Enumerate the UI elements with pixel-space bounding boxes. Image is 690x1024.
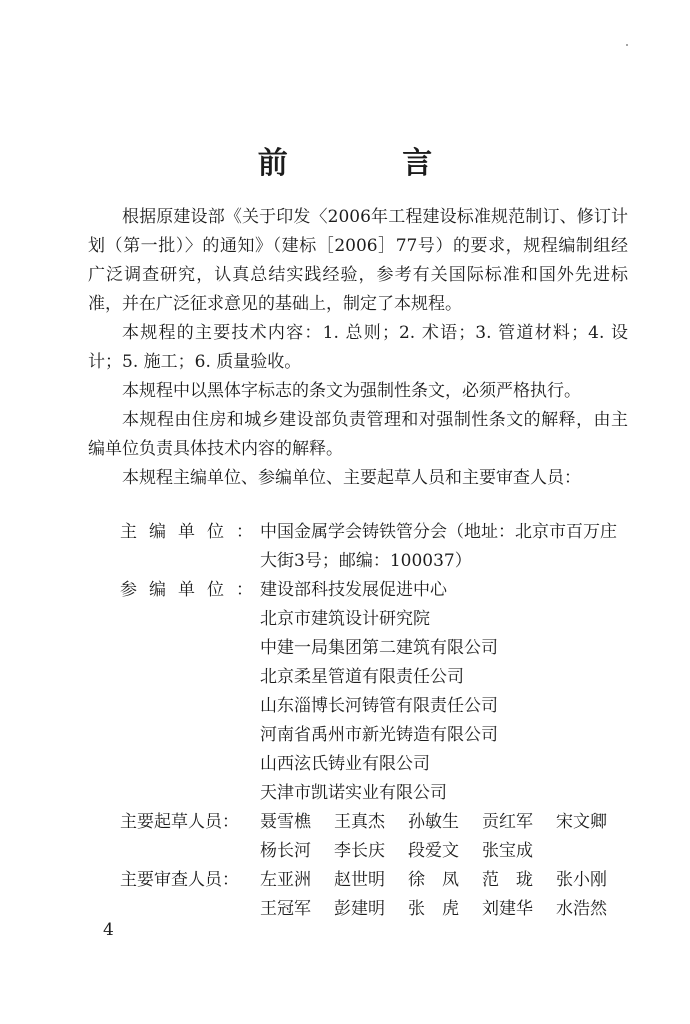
drafter-name: 孙敏生: [408, 812, 459, 832]
reviewer-name: 水浩然: [556, 899, 607, 919]
chief-editor-label: 主编单位：: [120, 522, 265, 542]
reviewer-name: 张 虎: [408, 899, 459, 919]
reviewers-label: 主要审查人员：: [120, 870, 239, 890]
chief-editor-row: [88, 518, 633, 576]
drafter-name: 李长庆: [334, 841, 385, 861]
drafter-name: 贡红军: [482, 812, 533, 832]
drafter-name: 张宝成: [482, 841, 533, 861]
participant-unit: 北京柔星管道有限责任公司: [260, 667, 464, 687]
drafters-row: [88, 808, 633, 866]
drafters-names: [260, 808, 633, 866]
reviewer-name: 徐 凤: [408, 870, 459, 890]
drafter-name: 聂雪樵: [260, 812, 311, 832]
participant-unit: 山东淄博长河铸管有限责任公司: [260, 696, 498, 716]
drafter-name: 段爱文: [408, 841, 459, 861]
preface-paragraph: 本规程主编单位、参编单位、主要起草人员和主要审查人员：: [122, 468, 581, 488]
reviewer-name: 王冠军: [260, 899, 311, 919]
reviewer-name: 刘建华: [482, 899, 533, 919]
participant-unit: 建设部科技发展促进中心: [260, 580, 447, 600]
scan-speck: [626, 44, 628, 46]
page-number: 4: [103, 920, 114, 940]
participants-label: 参编单位：: [120, 580, 265, 600]
preface-paragraph: 本规程中以黑体字标志的条文为强制性条文，必须严格执行。: [122, 381, 581, 401]
reviewer-name: 左亚洲: [260, 870, 311, 890]
reviewer-name: 范 珑: [482, 870, 533, 890]
participant-unit: 中建一局集团第二建筑有限公司: [260, 638, 498, 658]
participant-unit: 河南省禹州市新光铸造有限公司: [260, 725, 498, 745]
drafter-name: 王真杰: [334, 812, 385, 832]
reviewer-name: 赵世明: [334, 870, 385, 890]
participants-row: [88, 576, 633, 808]
reviewers-row: [88, 866, 633, 924]
preface-body: [88, 203, 628, 493]
reviewer-name: 彭建明: [334, 899, 385, 919]
chief-editor-value: 中国金属学会铸铁管分会（地址：北京市百万庄大街3号；邮编：100037）: [260, 522, 617, 571]
participants-list: [260, 576, 633, 808]
drafters-label: 主要起草人员：: [120, 812, 239, 832]
participant-unit: 山西泫氏铸业有限公司: [260, 754, 430, 774]
contributors-section: [88, 518, 633, 924]
participant-unit: 北京市建筑设计研究院: [260, 609, 430, 629]
reviewer-name: 张小刚: [556, 870, 607, 890]
preface-paragraph: 本规程由住房和城乡建设部负责管理和对强制性条文的解释，由主编单位负责具体技术内容的解释。: [88, 410, 628, 459]
reviewers-names: [260, 866, 633, 924]
drafter-name: 宋文卿: [556, 812, 607, 832]
drafter-name: 杨长河: [260, 841, 311, 861]
page-title: 前 言: [257, 146, 485, 181]
preface-paragraph: 本规程的主要技术内容：1. 总则；2. 术语；3. 管道材料；4. 设计；5. 施工；6. 质量验收。: [88, 323, 628, 372]
participant-unit: 天津市凯诺实业有限公司: [260, 783, 447, 803]
preface-paragraph: 根据原建设部《关于印发〈2006年工程建设标准规范制订、修订计划（第一批）〉的通知》（建标［2006］77号）的要求，规程编制组经广泛调查研究，认真总结实践经验，参考有关国际标准和国外先进标准，并在广泛征求意见的基础上，制定了本规程。: [88, 207, 628, 314]
